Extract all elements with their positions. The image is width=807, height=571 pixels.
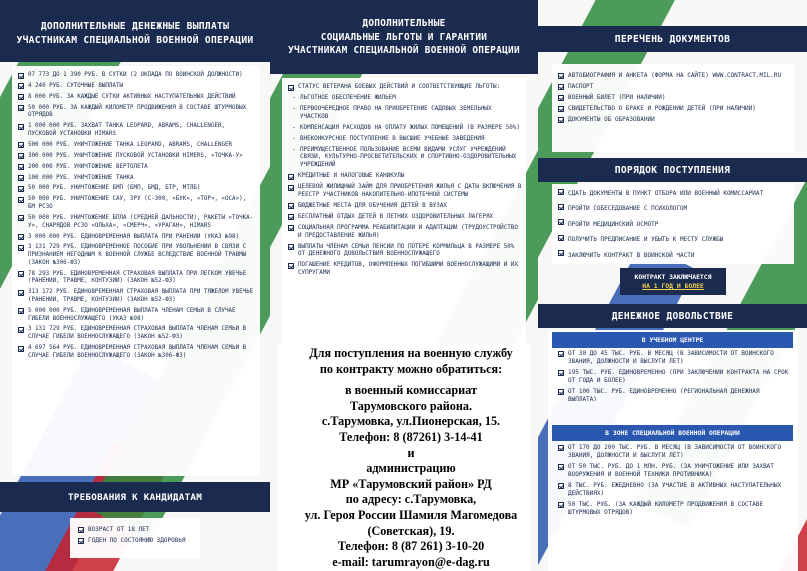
checkbox-icon <box>288 244 294 250</box>
checkbox-icon <box>18 153 24 159</box>
payment-item <box>18 345 254 360</box>
payment-item <box>18 94 254 102</box>
order-step <box>558 234 790 246</box>
checkbox-icon <box>558 95 564 101</box>
dash-bullet: - <box>292 135 296 142</box>
zone-subheader <box>552 425 793 441</box>
requirement-item-text: ВОЗРАСТ ОТ 18 ЛЕТ <box>88 526 150 533</box>
checkbox-icon <box>18 124 24 130</box>
checkbox-icon <box>18 94 24 100</box>
checkbox-icon <box>288 263 294 269</box>
training-title: В УЧЕБНОМ ЦЕНТРЕ <box>641 336 704 344</box>
benefit-item <box>288 203 522 211</box>
benefits-title-line2: СОЦИАЛЬНЫЕ ЛЬГОТЫ И ГАРАНТИИ <box>320 31 488 43</box>
benefits-header <box>270 0 538 74</box>
checkbox-icon <box>18 327 24 333</box>
training-pay-item <box>558 350 790 366</box>
benefit-status-text: СТАТУС ВЕТЕРАНА БОЕВЫХ ДЕЙСТВИЙ И СООТВЕТСТВУЮЩИЕ ЛЬГОТЫ: <box>298 84 501 90</box>
requirements-list <box>78 526 198 548</box>
order-list <box>558 188 790 265</box>
checkbox-icon <box>18 105 24 111</box>
contact-line: ул. Героя России Шамиля Магомедова <box>304 508 518 523</box>
contact-line: Для поступления на военную службу <box>309 346 513 360</box>
checkbox-icon <box>558 351 564 357</box>
zone-pay-item-text: 8 ТЫС. РУБ. ЕЖЕДНЕВНО (ЗА УЧАСТИЕ В АКТИВНЫХ НАСТУПАТЕЛЬНЫХ ДЕЙСТВИЯХ) <box>568 482 782 497</box>
payment-item-text: 07 773 ДО 1 390 РУБ. В СУТКИ (2 ОКЛАДА ПО ВОИНСКОЙ ДОЛЖНОСТИ) <box>28 72 243 78</box>
checkbox-icon <box>18 142 24 148</box>
payment-item-text: 4 697 564 РУБ. ЕДИНОВРЕМЕННАЯ СТРАХОВАЯ ВЫПЛАТА ЧЛЕНАМ СЕМЬИ В СЛУЧАЕ ГИБЕЛИ ВОЕННОСЛУЖАЩЕГО (ЗАКОН №306-ФЗ) <box>28 345 247 359</box>
document-item <box>558 83 790 91</box>
document-item <box>558 94 790 102</box>
checkbox-icon <box>558 250 564 256</box>
checkbox-icon <box>558 73 564 79</box>
zone-pay-item <box>558 444 790 460</box>
training-pay-list <box>558 350 790 407</box>
payment-item-text: 50 000 РУБ. ЗА КАЖДЫЙ КИЛОМЕТР ПРОДВИЖЕНИЯ В СОСТАВЕ ШТУРМОВЫХ ОТРЯДОВ <box>28 104 247 119</box>
benefit-item-text: КРЕДИТНЫЕ И НАЛОГОВЫЕ КАНИКУЛЫ <box>298 173 405 180</box>
order-step <box>558 250 790 262</box>
payment-item <box>18 175 254 183</box>
checkbox-icon <box>18 164 24 170</box>
order-step-text: ПРОЙТИ МЕДИЦИНСКИЙ ОСМОТР <box>568 220 659 228</box>
payment-item <box>18 105 254 120</box>
benefit-item <box>288 225 522 241</box>
payment-item-text: 100 000 РУБ. УНИЧТОЖЕНИЕ ТАНКА <box>28 174 134 181</box>
payment-item-text: 8 000 РУБ. ЗА КАЖДЫЕ СУТКИ АКТИВНЫХ НАСТУПАТЕЛЬНЫХ ДЕЙСТВИЙ <box>28 93 236 100</box>
benefit-sub-item-text: ВНЕКОНКУРСНОЕ ПОСТУПЛЕНИЕ В ВЫСШИЕ УЧЕБНЫЕ ЗАВЕДЕНИЯ <box>300 135 485 142</box>
checkbox-icon <box>558 189 564 195</box>
document-item-text: ВОЕННЫЙ БИЛЕТ (ПРИ НАЛИЧИИ) <box>568 94 666 102</box>
documents-header <box>538 26 807 52</box>
payments-header <box>0 0 270 62</box>
document-item-text: ПАСПОРТ <box>568 83 594 91</box>
dash-bullet: - <box>292 94 296 101</box>
benefit-status-item <box>288 84 522 92</box>
training-pay-item <box>558 369 790 385</box>
contract-badge-line2: НА 1 ГОД И БОЛЕЕ <box>642 281 704 290</box>
contract-badge-line1: КОНТРАКТ ЗАКЛЮЧАЕТСЯ <box>634 273 712 281</box>
checkbox-icon <box>558 370 564 376</box>
dash-bullet: - <box>292 105 296 112</box>
contact-line: с.Тарумовка, ул.Пионерская, 15. <box>321 414 501 429</box>
contact-line: Телефон: 8 (87261) 3-14-41 <box>339 430 483 445</box>
panel-documents <box>538 0 807 571</box>
documents-title: ПЕРЕЧЕНЬ ДОКУМЕНТОВ <box>614 34 731 45</box>
order-step-text: ПОЛУЧИТЬ ПРЕДПИСАНИЕ И УБЫТЬ К МЕСТУ СЛУЖБЫ <box>568 236 724 244</box>
benefit-sub-item <box>288 106 522 122</box>
contact-line: по адресу: с.Тарумовка, <box>345 492 477 507</box>
checkbox-icon <box>18 83 24 89</box>
checkbox-icon <box>288 174 294 180</box>
checkbox-icon <box>558 502 564 508</box>
zone-pay-item <box>558 501 790 517</box>
payment-item <box>18 234 254 242</box>
payment-item-text: 78 293 РУБ. ЕДИНОВРЕМЕННАЯ СТРАХОВАЯ ВЫПЛАТА ПРИ ЛЕГКОМ УВЕЧЬЕ (РАНЕНИИ, ТРАВМЕ, КОНТУЗИИ) (ЗАКОН №52-ФЗ) <box>28 270 247 285</box>
checkbox-icon <box>78 538 84 544</box>
checkbox-icon <box>558 235 564 241</box>
requirements-header <box>0 482 270 512</box>
training-pay-item-text: ОТ 30 ДО 45 ТЫС. РУБ. В МЕСЯЦ (В ЗАВИСИМОСТИ ОТ ВОИНСКОГО ЗВАНИЯ, ДОЛЖНОСТИ И ВЫСЛУГИ ЛЕТ) <box>568 350 774 365</box>
requirement-item <box>78 537 198 545</box>
pay-title: ДЕНЕЖНОЕ ДОВОЛЬСТВИЕ <box>611 311 734 322</box>
contact-line: МР «Тарумовский район» РД <box>330 476 492 491</box>
zone-pay-list <box>558 444 790 520</box>
checkbox-icon <box>558 483 564 489</box>
contact-line: и <box>407 445 415 460</box>
payment-item <box>18 271 254 286</box>
payment-item <box>18 289 254 304</box>
payment-item <box>18 244 254 267</box>
benefit-sub-item-text: ПРЕИМУЩЕСТВЕННОЕ ПОЛЬЗОВАНИЕ ВСЕМИ ВИДАМИ УСЛУГ УЧРЕЖДЕНИЙ СВЯЗИ, КУЛЬТУРНО-ПРОСВЕТИТЕЛЬСКИХ И СПОРТИВНО-ОЗДОРОВИТЕЛЬНЫХ УЧРЕЖДЕНИЙ <box>300 146 517 169</box>
checkbox-icon <box>288 214 294 220</box>
checkbox-icon <box>18 73 24 79</box>
contact-line: по контракту можно обратиться: <box>319 361 503 376</box>
document-item-text: СВИДЕТЕЛЬСТВО О БРАКЕ И РОЖДЕНИИ ДЕТЕЙ (ПРИ НАЛИЧИИ) <box>568 105 756 113</box>
order-step-text: ПРОЙТИ СОБЕСЕДОВАНИЕ С ПСИХОЛОГОМ <box>568 205 688 213</box>
order-title: ПОРЯДОК ПОСТУПЛЕНИЯ <box>614 165 731 176</box>
payment-item <box>18 185 254 193</box>
payment-item <box>18 164 254 172</box>
checkbox-icon <box>18 186 24 192</box>
contact-line: Телефон: 8 (87 261) 3-10-20 <box>337 539 485 554</box>
checkbox-icon <box>18 245 24 251</box>
payment-item-text: 500 000 РУБ. УНИЧТОЖЕНИЕ ТАНКА LEOPARD, ABRAMS, CHALLENGER <box>28 141 233 148</box>
payments-list <box>18 72 254 364</box>
order-header <box>538 158 807 182</box>
checkbox-icon <box>18 197 24 203</box>
payment-item <box>18 72 254 80</box>
payment-item <box>18 123 254 138</box>
payment-item-text: 200 000 РУБ. УНИЧТОЖЕНИЕ ВЕРТОЛЕТА <box>28 163 148 170</box>
documents-list <box>558 72 790 127</box>
order-step <box>558 188 790 200</box>
payment-item <box>18 308 254 323</box>
payment-item-text: 3 000 000 РУБ. ЕДИНОВРЕМЕННАЯ ВЫПЛАТА ПРИ РАНЕНИИ (УКАЗ №98) <box>28 233 240 240</box>
training-pay-item-text: ОТ 100 ТЫС. РУБ. ЕДИНОВРЕМЕННО (РЕГИОНАЛЬНАЯ ДЕНЕЖНАЯ ВЫПЛАТА) <box>568 388 760 403</box>
pay-header <box>538 304 807 328</box>
checkbox-icon <box>18 175 24 181</box>
benefit-sub-item-text: ЛЬГОТНОЕ ОБЕСПЕЧЕНИЕ ЖИЛЬЕМ <box>300 94 396 101</box>
benefit-item-text: ВЫПЛАТЫ ЧЛЕНАМ СЕМЬИ ПЕНСИИ ПО ПОТЕРЕ КОРМИЛЬЦА В РАЗМЕРЕ 50% ОТ ДЕНЕЖНОГО ДОВОЛЬСТВИЯ ВОЕННОСЛУЖАЩЕГО <box>298 243 515 258</box>
checkbox-icon <box>558 117 564 123</box>
benefit-sub-item <box>288 147 522 170</box>
payment-item-text: 313 172 РУБ. ЕДИНОВРЕМЕННАЯ СТРАХОВАЯ ВЫПЛАТА ПРИ ТЯЖЕЛОМ УВЕЧЬЕ (РАНЕНИИ, ТРАВМЕ, КОНТУЗИИ) (ЗАКОН №52-ФЗ) <box>28 289 254 303</box>
dash-bullet: - <box>292 146 296 153</box>
order-step <box>558 219 790 231</box>
training-pay-item <box>558 388 790 404</box>
benefit-item-text: ПОГАШЕНИЕ КРЕДИТОВ, ОФОРМЛЕННЫХ ПОГИБШИМИ ВОЕННОСЛУЖАЩИМИ И ИХ СУПРУГАМИ <box>298 262 518 277</box>
payment-item <box>18 142 254 150</box>
zone-pay-item-text: ОТ 50 ТЫС. РУБ. ДО 1 МЛН. РУБ. (ЗА УНИЧТОЖЕНИЕ ИЛИ ЗАХВАТ ВООРУЖЕНИЯ И ВОЕННОЙ ТЕХНИКИ ПРОТИВНИКА) <box>568 463 774 478</box>
payment-item <box>18 153 254 161</box>
benefit-item <box>288 184 522 200</box>
zone-title: В ЗОНЕ СПЕЦИАЛЬНОЙ ВОЕННОЙ ОПЕРАЦИИ <box>605 429 740 437</box>
checkbox-icon <box>18 290 24 296</box>
contact-line: e-mail: tarumrayon@e-dag.ru <box>332 554 490 569</box>
contract-term-badge <box>620 268 726 295</box>
contact-line: (Советская), 19. <box>367 523 455 538</box>
zone-pay-item <box>558 463 790 479</box>
payment-item-text: 5 000 000 РУБ. ЕДИНОВРЕМЕННАЯ ВЫПЛАТА ЧЛЕНАМ СЕМЬИ В СЛУЧАЕ ГИБЕЛИ ВОЕННОСЛУЖАЩЕГО (УКАЗ №98) <box>28 307 236 322</box>
benefit-sub-item-text: КОМПЕНСАЦИЯ РАСХОДОВ НА ОПЛАТУ ЖИЛЫХ ПОМЕЩЕНИЙ (В РАЗМЕРЕ 50%) <box>300 124 520 131</box>
benefit-sub-item <box>288 95 522 103</box>
contact-line: администрацию <box>366 461 456 476</box>
payment-item-text: 50 000 РУБ. УНИЧТОЖЕНИЕ САУ, ЗРУ (С-300, «БУК», «ТОР», «ОСА»), БМ РСЗО <box>28 196 247 211</box>
document-item <box>558 105 790 113</box>
benefit-sub-item <box>288 136 522 144</box>
payment-item-text: 3 131 729 РУБ. ЕДИНОВРЕМЕННОЕ ПОСОБИЕ ПРИ УВОЛЬНЕНИИ В СВЯЗИ С ПРИЗНАНИЕМ НЕГОДНЫМ К ВОЕННОЙ СЛУЖБЕ ВСЛЕДСТВИЕ ВОЕННОЙ ТРАВМЫ (ЗАКОН №306-ФЗ) <box>28 244 247 266</box>
benefit-item <box>288 214 522 222</box>
payment-item <box>18 326 254 341</box>
contact-info <box>291 346 531 571</box>
requirement-item <box>78 526 198 534</box>
order-step <box>558 203 790 215</box>
payments-title-line2: УЧАСТНИКАМ СПЕЦИАЛЬНОЙ ВОЕННОЙ ОПЕРАЦИИ <box>16 35 254 47</box>
payment-item-text: 300 000 РУБ. УНИЧТОЖЕНИЕ ПУСКОВОЙ УСТАНОВКИ HIMERS, «ТОЧКА-У» <box>28 152 243 159</box>
checkbox-icon <box>18 271 24 277</box>
checkbox-icon <box>288 203 294 209</box>
payment-item <box>18 215 254 230</box>
checkbox-icon <box>18 215 24 221</box>
checkbox-icon <box>558 389 564 395</box>
training-pay-item-text: 195 ТЫС. РУБ. ЕДИНОВРЕМЕННО (ПРИ ЗАКЛЮЧЕНИИ КОНТРАКТА НА СРОК ОТ ГОДА И БОЛЕЕ) <box>568 369 789 384</box>
benefit-item <box>288 244 522 260</box>
training-subheader <box>552 332 793 348</box>
requirement-item-text: ГОДЕН ПО СОСТОЯНИЮ ЗДОРОВЬЯ <box>88 537 186 545</box>
payment-item-text: 3 131 729 РУБ. ЕДИНОВРЕМЕННАЯ СТРАХОВАЯ ВЫПЛАТА ЧЛЕНАМ СЕМЬИ В СЛУЧАЕ ГИБЕЛИ ВОЕННОСЛУЖАЩЕГО (ЗАКОН №52-ФЗ) <box>28 326 247 341</box>
checkbox-icon <box>558 84 564 90</box>
checkbox-icon <box>558 106 564 112</box>
requirements-title: ТРЕБОВАНИЯ К КАНДИДАТАМ <box>67 492 203 503</box>
benefit-sub-item <box>288 125 522 133</box>
checkbox-icon <box>18 308 24 314</box>
dash-bullet: - <box>292 124 296 131</box>
benefit-item-text: ЦЕЛЕВОЙ ЖИЛИЩНЫЙ ЗАЙМ ДЛЯ ПРИОБРЕТЕНИЯ ЖИЛЬЯ С ДАТЫ ВКЛЮЧЕНИЯ В РЕЕСТР УЧАСТНИКОВ НАКОПИТЕЛЬНО-ИПОТЕЧНОЙ СИСТЕМЫ <box>298 184 522 198</box>
benefit-item <box>288 173 522 181</box>
zone-pay-item <box>558 482 790 498</box>
payments-title-line1: ДОПОЛНИТЕЛЬНЫЕ ДЕНЕЖНЫЕ ВЫПЛАТЫ <box>40 21 230 32</box>
benefit-item-text: БЕСПЛАТНЫЙ ОТДЫХ ДЕТЕЙ В ЛЕТНИХ ОЗДОРОВИТЕЛЬНЫХ ЛАГЕРЯХ <box>298 213 494 220</box>
checkbox-icon <box>288 225 294 231</box>
order-step-text: СДАТЬ ДОКУМЕНТЫ В ПУНКТ ОТБОРА ИЛИ ВОЕННЫЙ КОМИССАРИАТ <box>568 190 764 197</box>
checkbox-icon <box>558 445 564 451</box>
document-item-text: АВТОБИОГРАФИЯ И АНКЕТА (ФОРМА НА САЙТЕ) WWW.CONTRACT.MIL.RU <box>568 72 782 79</box>
checkbox-icon <box>18 346 24 352</box>
payment-item-text: 1 000 000 РУБ. ЗАХВАТ ТАНКА LEOPARD, ABRAMS, CHALLENGER, ПУСКОВОЙ УСТАНОВКИ HIMARS <box>28 123 226 137</box>
zone-pay-item-text: 50 ТЫС. РУБ. (ЗА КАЖДЫЙ КИЛОМЕТР ПРОДВИЖЕНИЯ В СОСТАВЕ ШТУРМОВЫХ ОТРЯДОВ) <box>568 501 764 516</box>
benefits-title-line3: УЧАСТНИКАМ СПЕЦИАЛЬНОЙ ВОЕННОЙ ОПЕРАЦИИ <box>288 45 520 57</box>
checkbox-icon <box>558 204 564 210</box>
payment-item <box>18 83 254 91</box>
order-step-text: ЗАКЛЮЧИТЬ КОНТРАКТ В ВОИНСКОЙ ЧАСТИ <box>568 251 695 259</box>
benefit-item-text: БЮДЖЕТНЫЕ МЕСТА ДЛЯ ОБУЧЕНИЯ ДЕТЕЙ В ВУЗАХ <box>298 202 447 209</box>
document-item-text: ДОКУМЕНТЫ ОБ ОБРАЗОВАНИИ <box>568 116 655 124</box>
panel-payments <box>0 0 270 571</box>
payment-item-text: 50 000 РУБ. УНИЧТОЖЕНИЕ БПЛА (СРЕДНЕЙ ДАЛЬНОСТИ), РАКЕТЫ «ТОЧКА-У», СНАРЯДОВ РСЗО «ОЛЬХА», «СМЕРЧ», «УРАГАН», HIMARS <box>28 214 254 229</box>
benefit-sub-item-text: ПЕРВООЧЕРЕДНОЕ ПРАВО НА ПРИОБРЕТЕНИЕ САДОВЫХ ЗЕМЕЛЬНЫХ УЧАСТКОВ <box>300 105 492 120</box>
contact-line: в военный комиссариат <box>345 383 477 398</box>
payment-item-text: 50 000 РУБ. УНИЧТОЖЕНИЕ БМП (БМП, БМД, БТР, МТЛБ) <box>28 185 201 192</box>
checkbox-icon <box>558 219 564 225</box>
benefits-list <box>288 84 522 281</box>
zone-pay-item-text: ОТ 170 ДО 200 ТЫС. РУБ. В МЕСЯЦ (В ЗАВИСИМОСТИ ОТ ВОИНСКОГО ЗВАНИЯ, ДОЛЖНОСТИ И ВЫСЛУГИ ЛЕТ) <box>568 444 782 459</box>
payment-item-text: 4 240 РУБ. СУТОЧНЫЕ ВЫПЛАТЫ <box>28 82 123 89</box>
checkbox-icon <box>18 234 24 240</box>
benefit-item-text: СОЦИАЛЬНАЯ ПРОГРАММА РЕАБИЛИТАЦИИ И АДАПТАЦИИ (ТРУДОУСТРОЙСТВО И ПРЕДОСТАВЛЕНИЕ ЖИЛЬЯ) <box>298 224 518 239</box>
benefit-item <box>288 262 522 278</box>
checkbox-icon <box>78 527 84 533</box>
benefits-title-line1: ДОПОЛНИТЕЛЬНЫЕ <box>362 18 446 29</box>
checkbox-icon <box>288 185 294 191</box>
document-item <box>558 72 790 80</box>
payment-item <box>18 196 254 211</box>
contact-line: Тарумовского района. <box>349 398 473 413</box>
checkbox-icon <box>558 464 564 470</box>
checkbox-icon <box>288 85 294 91</box>
document-item <box>558 116 790 124</box>
